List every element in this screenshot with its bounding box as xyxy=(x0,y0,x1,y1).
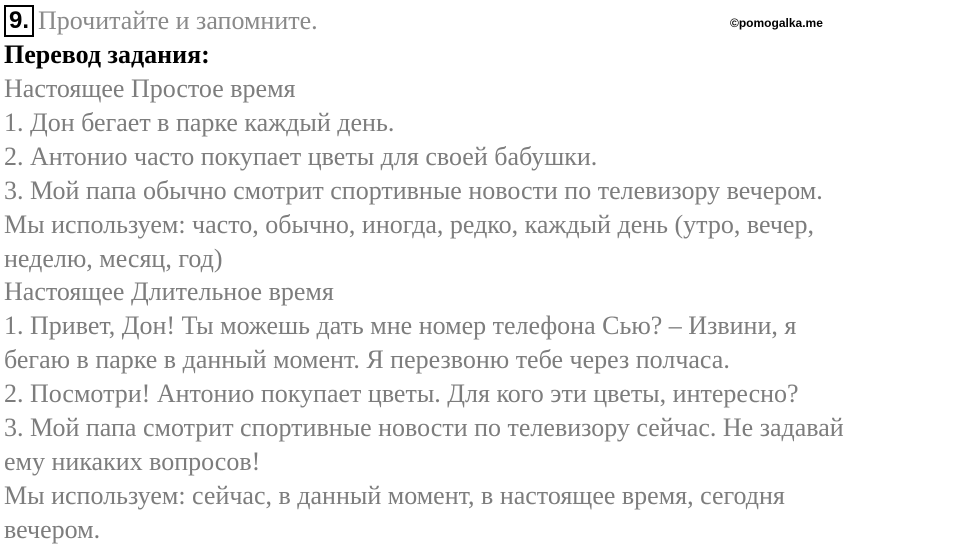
task-header xyxy=(4,3,318,39)
text-line: Настоящее Простое время xyxy=(4,74,296,103)
text-line: 2. Антонио часто покупает цветы для своей бабушки. xyxy=(4,141,598,171)
text-line: неделю, месяц, год) xyxy=(4,243,223,273)
text-line: 3. Мой папа смотрит спортивные новости по телевизору сейчас. Не задавай xyxy=(4,413,844,443)
text-line: вечером. xyxy=(4,514,101,544)
text-line: Мы используем: сейчас, в данный момент, в настоящее время, сегодня xyxy=(4,480,785,510)
text-line: Настоящее Длительное время xyxy=(4,277,334,307)
text-line: Мы используем: часто, обычно, иногда, редко, каждый день (утро, вечер, xyxy=(4,209,814,239)
text-line: 1. Привет, Дон! Ты можешь дать мне номер телефона Сью? – Извини, я xyxy=(4,311,797,341)
task-instruction: Прочитайте и запомните. xyxy=(38,6,318,35)
text-line: 2. Посмотри! Антонио покупает цветы. Для кого эти цветы, интересно? xyxy=(4,379,799,409)
text-line: 1. Дон бегает в парке каждый день. xyxy=(4,107,395,137)
text-line: ему никаких вопросов! xyxy=(4,446,261,476)
translation-text xyxy=(4,72,960,547)
translation-heading: Перевод задания: xyxy=(4,40,210,69)
task-number-box: 9. xyxy=(4,5,34,37)
watermark: ©pomogalka.me xyxy=(730,16,823,30)
text-line: 3. Мой папа обычно смотрит спортивные новости по телевизору вечером. xyxy=(4,175,823,205)
text-line: бегаю в парке в данный момент. Я перезвоню тебе через полчаса. xyxy=(4,345,730,375)
